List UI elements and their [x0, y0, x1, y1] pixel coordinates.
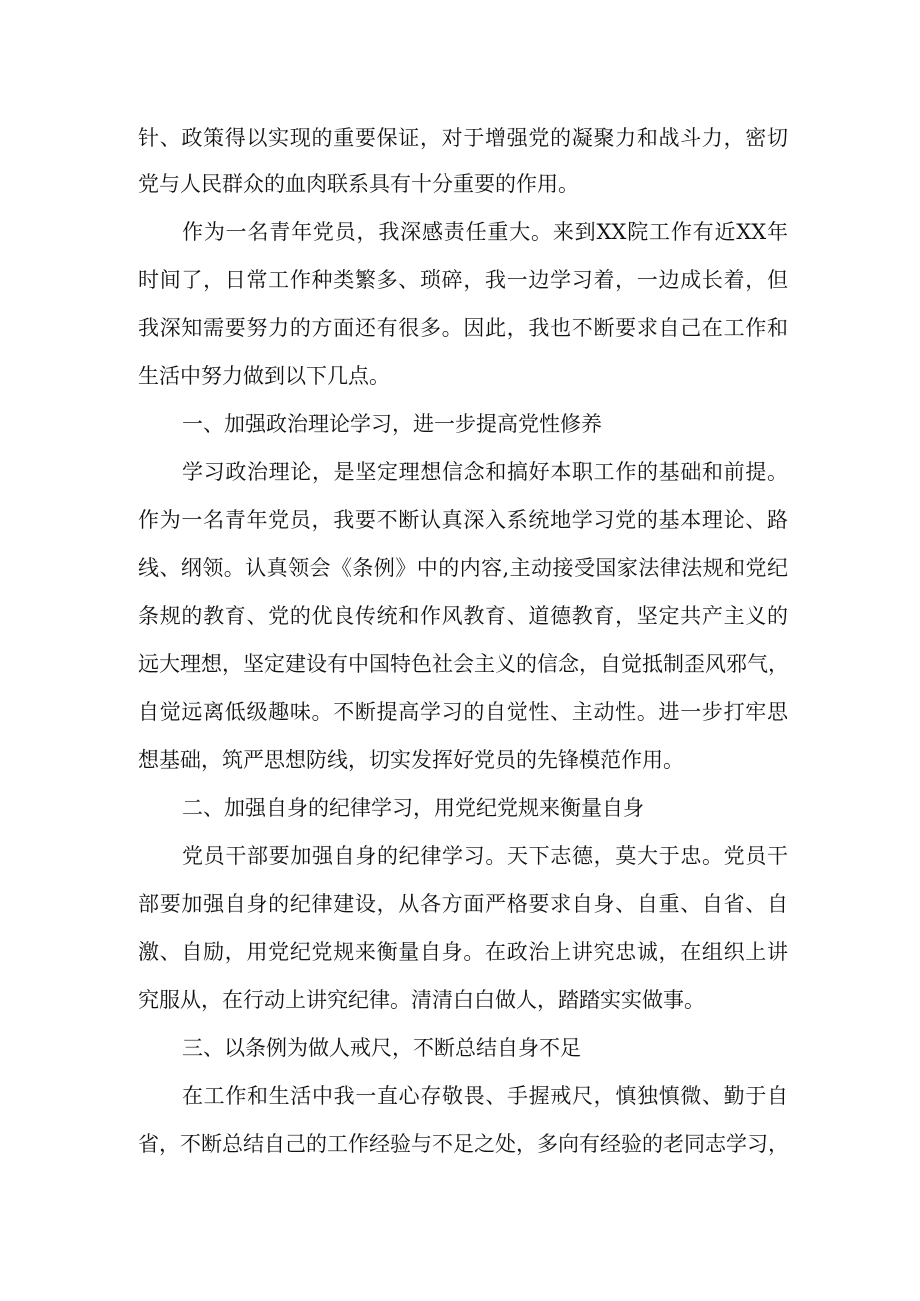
paragraph-line: 想基础，筑严思想防线，切实发挥好党员的先锋模范作用。 — [138, 748, 684, 772]
section-heading: 三、以条例为做人戒尺，不断总结自身不足 — [182, 1036, 581, 1060]
section-heading: 二、加强自身的纪律学习，用党纪党规来衡量自身 — [182, 796, 644, 820]
paragraph-line: 省，不断总结自己的工作经验与不足之处，多向有经验的老同志学习， — [138, 1132, 789, 1156]
paragraph-line: 针、政策得以实现的重要保证，对于增强党的凝聚力和战斗力，密切 — [138, 126, 788, 150]
paragraph-line: 线、纲领。认真领会《条例》中的内容,主动接受国家法律法规和党纪 — [138, 556, 788, 580]
paragraph-line: 作为一名青年党员，我要不断认真深入系统地学习党的基本理论、路 — [138, 508, 788, 532]
paragraph-line: 究服从，在行动上讲究纪律。清清白白做人，踏踏实实做事。 — [138, 988, 705, 1012]
paragraph-line: 自觉远离低级趣味。不断提高学习的自觉性、主动性。进一步打牢思 — [138, 700, 788, 724]
paragraph-line: 学习政治理论，是坚定理想信念和搞好本职工作的基础和前提。 — [182, 460, 788, 484]
section-heading: 一、加强政治理论学习，进一步提高党性修养 — [182, 412, 602, 436]
paragraph-line: 部要加强自身的纪律建设，从各方面严格要求自身、自重、自省、自 — [138, 892, 788, 916]
paragraph-line: 激、自励，用党纪党规来衡量自身。在政治上讲究忠诚，在组织上讲 — [138, 940, 788, 964]
paragraph-line: 条规的教育、党的优良传统和作风教育、道德教育，坚定共产主义的 — [138, 604, 788, 628]
paragraph-line: 生活中努力做到以下几点。 — [138, 364, 390, 388]
paragraph-line: 党与人民群众的血肉联系具有十分重要的作用。 — [138, 172, 579, 196]
paragraph-line: 我深知需要努力的方面还有很多。因此，我也不断要求自己在工作和 — [138, 316, 788, 340]
paragraph-line: 时间了，日常工作种类繁多、琐碎，我一边学习着，一边成长着，但 — [138, 268, 788, 292]
paragraph-line: 远大理想，坚定建设有中国特色社会主义的信念，自觉抵制歪风邪气， — [138, 652, 789, 676]
paragraph-line: 作为一名青年党员，我深感责任重大。来到XX院工作有近XX年 — [182, 220, 788, 244]
paragraph-line: 在工作和生活中我一直心存敬畏、手握戒尺，慎独慎微、勤于自 — [182, 1084, 788, 1108]
paragraph-line: 党员干部要加强自身的纪律学习。天下志德，莫大于忠。党员干 — [182, 844, 788, 868]
